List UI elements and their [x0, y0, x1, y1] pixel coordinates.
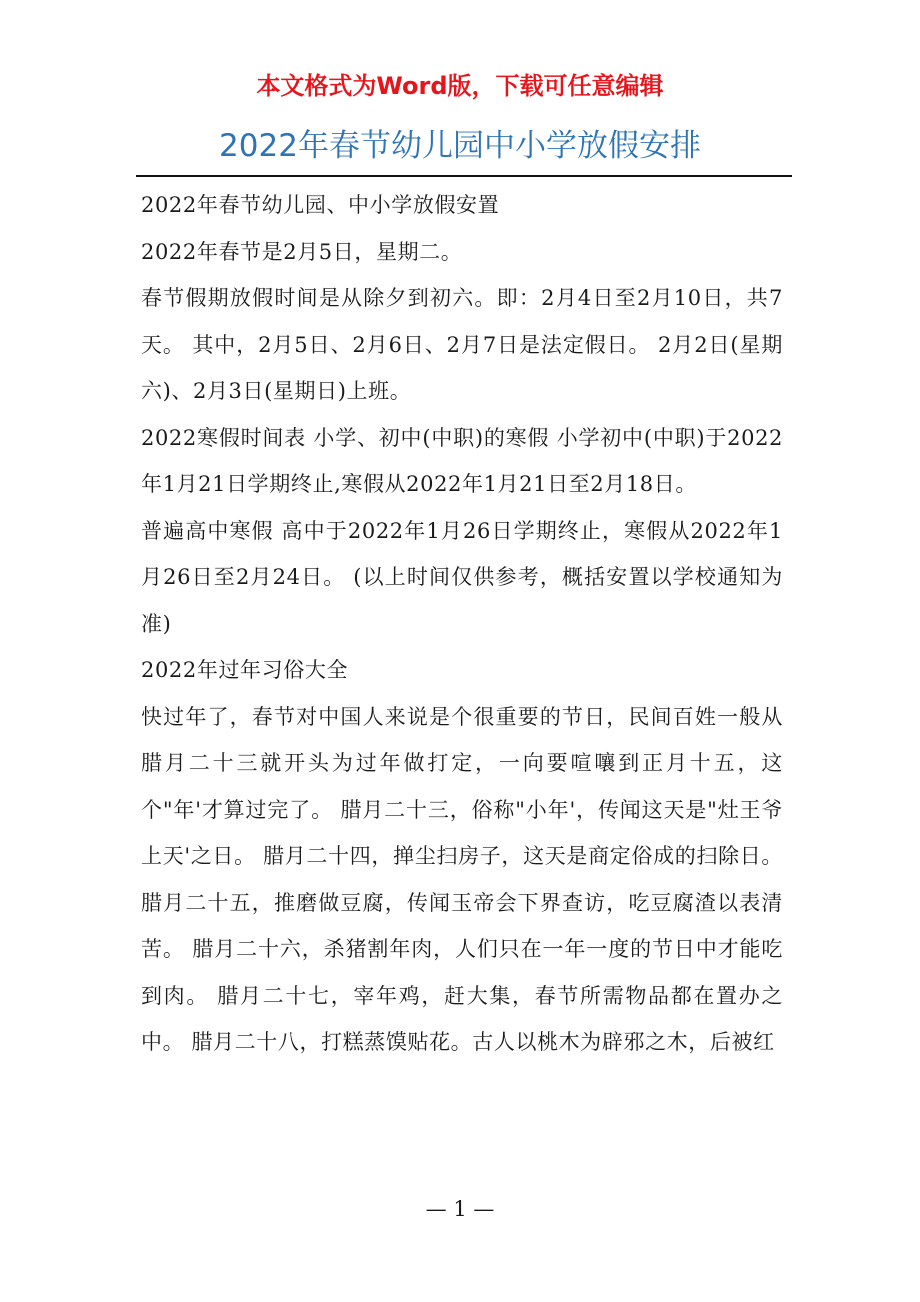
paragraph-heading: 2022年春节幼儿园、中小学放假安置 [141, 193, 500, 217]
paragraph-customs-heading: 2022年过年习俗大全 [141, 658, 349, 682]
download-notice: 本文格式为Word版，下载可任意编辑 [256, 72, 664, 100]
paragraph-holiday-period: 春节假期放假时间是从除夕到初六。即：2月4日至2月10日，共7天。 其中，2月5日、2月6日、2月7日是法定假日。 2月2日(星期六)、2月3日(星期日)上班。 [141, 286, 783, 403]
paragraph-primary-middle-winter-break: 2022寒假时间表 小学、初中(中职)的寒假 小学初中(中职)于2022年1月21日学期终止,寒假从2022年1月21日至2月18日。 [141, 425, 783, 496]
paragraph-high-school-winter-break: 普遍高中寒假 高中于2022年1月26日学期终止，寒假从2022年1月26日至2月24日。 (以上时间仅供参考，概括安置以学校通知为准) [141, 518, 783, 636]
paragraph-spring-festival-date: 2022年春节是2月5日，星期二。 [141, 239, 463, 264]
document-body [141, 182, 783, 1066]
document-title: 2022年春节幼儿园中小学放假安排 [219, 128, 701, 164]
title-divider [136, 175, 792, 177]
paragraph-customs: 快过年了，春节对中国人来说是个很重要的节日，民间百姓一般从腊月二十三就开头为过年做打定，一向要喧嚷到正月十五，这个"年'才算过完了。 腊月二十三，俗称"小年'，传闻这天是"灶王爷上天'之日。 腊月二十四，掸尘扫房子，这天是商定俗成的扫除日。 腊月二十五，推磨做豆腐，传闻玉帝会下界查访，吃豆腐渣以表清苦。 腊月二十六，杀猪割年肉，人们只在一年一度的节日中才能吃到肉。 腊月二十七，宰年鸡，赶大集，春节所需物品都在置办之中。 腊月二十八，打糕蒸馍贴花。古人以桃木为辟邪之木，后被红 [141, 704, 783, 1054]
page-number: — 1 — [425, 1197, 495, 1221]
